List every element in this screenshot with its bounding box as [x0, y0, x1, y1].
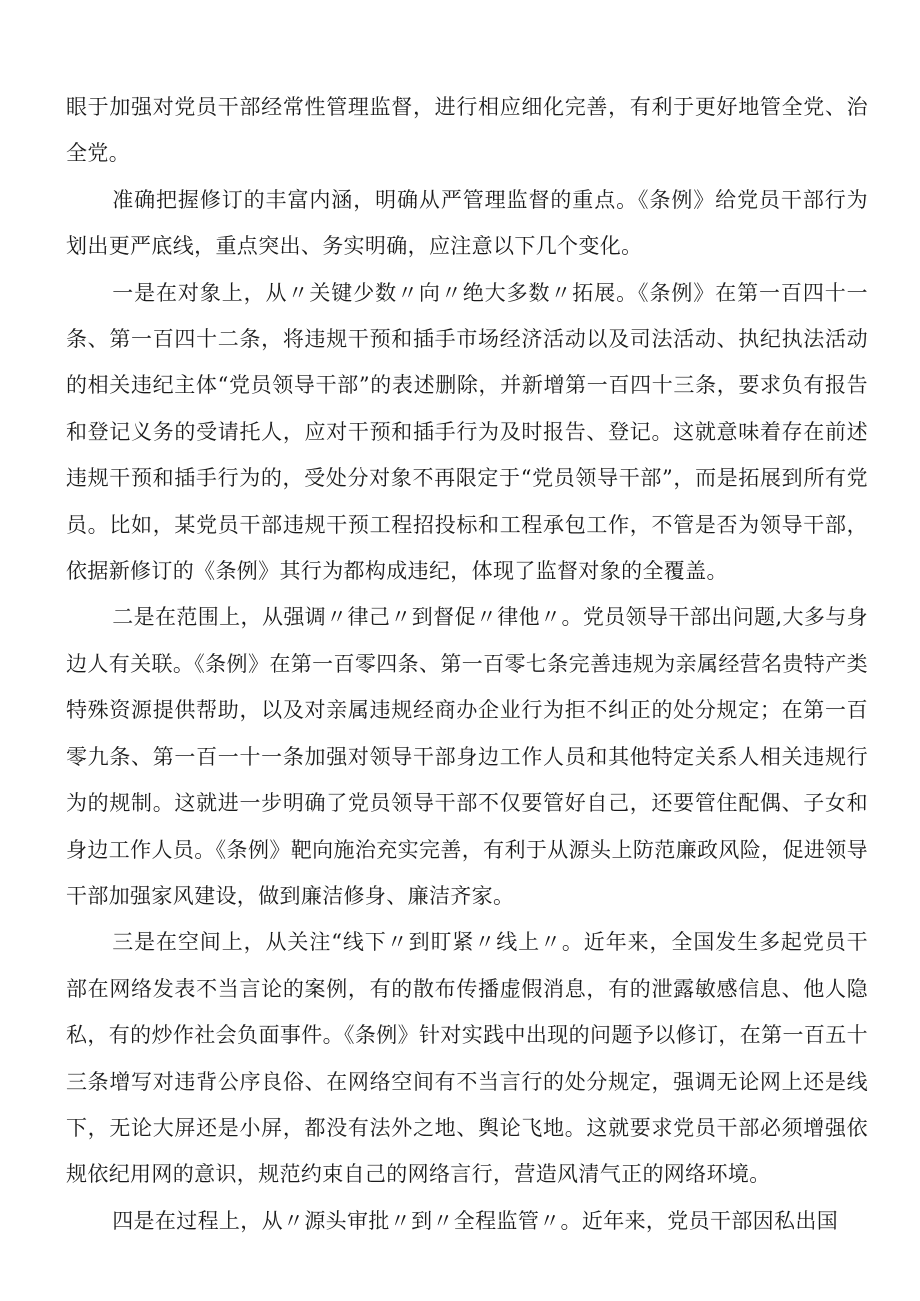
paragraph-6: 四是在过程上，从〃源头审批〃到〃全程监管〃。近年来，党员干部因私出国	[112, 1208, 839, 1233]
paragraph-4: 二是在范围上，从强调〃律己〃到督促〃律他〃。党员领导干部出问题,大多与身边人有关联。《条例》在第一百零四条、第一百零七条完善违规为亲属经营名贵特产类特殊资源提供帮助，以及对亲属违规经商办企业行为拒不纠正的处分规定；在第一百零九条、第一百一十一条加强对领导干部身边工作人员和其他特定关系人相关违规行为的规制。这就进一步明确了党员领导干部不仅要管好自己，还要管住配偶、子女和身边工作人员。《条例》靶向施治充实完善，有利于从源头上防范廉政风险，促进领导干部加强家风建设，做到廉洁修身、廉洁齐家。	[66, 605, 868, 908]
paragraph-1: 眼于加强对党员干部经常性管理监督，进行相应细化完善，有利于更好地管全党、治全党。	[66, 95, 868, 166]
paragraph-3: 一是在对象上，从〃关键少数〃向〃绝大多数〃拓展。《条例》在第一百四十一条、第一百四十二条，将违规干预和插手市场经济活动以及司法活动、执纪执法活动的相关违纪主体“党员领导干部”的表述删除，并新增第一百四十三条，要求负有报告和登记义务的受请托人，应对干预和插手行为及时报告、登记。这就意味着存在前述违规干预和插手行为的，受处分对象不再限定于“党员领导干部”，而是拓展到所有党员。比如，某党员干部违规干预工程招投标和工程承包工作，不管是否为领导干部，依据新修订的《条例》其行为都构成违纪，体现了监督对象的全覆盖。	[66, 280, 868, 584]
paragraph-2: 准确把握修订的丰富内涵，明确从严管理监督的重点。《条例》给党员干部行为划出更严底线，重点突出、务实明确，应注意以下几个变化。	[66, 187, 868, 259]
paragraph-5: 三是在空间上，从关注“线下〃到盯紧〃线上〃。近年来，全国发生多起党员干部在网络发表不当言论的案例，有的散布传播虚假消息，有的泄露敏感信息、他人隐私，有的炒作社会负面事件。《条例》针对实践中出现的问题予以修订，在第一百五十三条增写对违背公序良俗、在网络空间有不当言行的处分规定，强调无论网上还是线下，无论大屏还是小屏，都没有法外之地、舆论飞地。这就要求党员干部必须增强依规依纪用网的意识，规范约束自己的网络言行，营造风清气正的网络环境。	[66, 930, 868, 1187]
